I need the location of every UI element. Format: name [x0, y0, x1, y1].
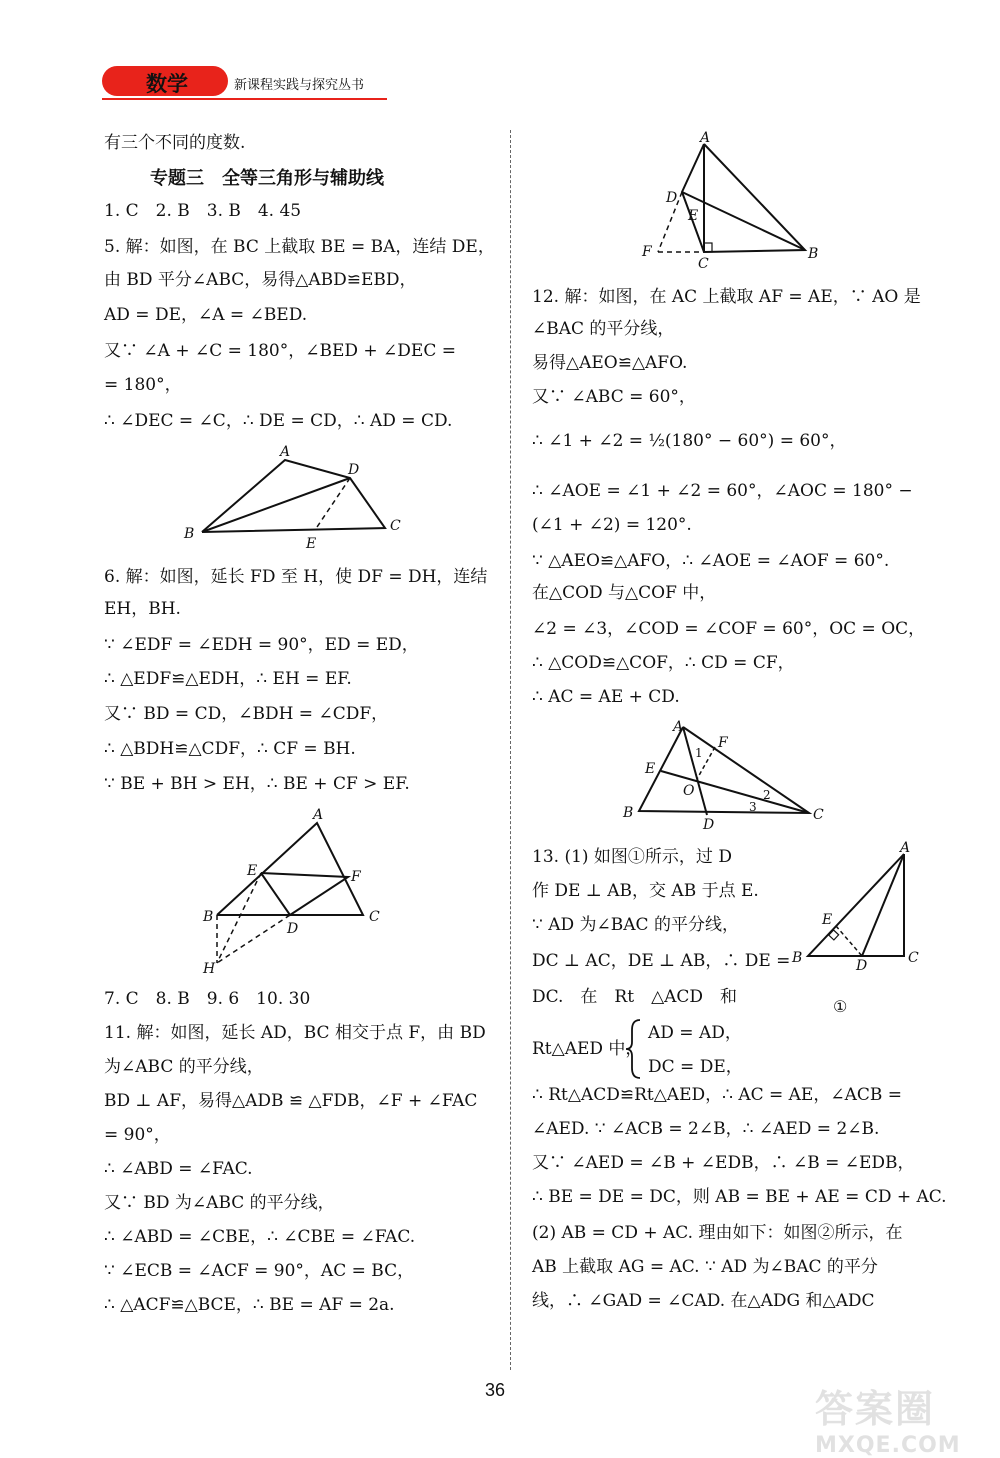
label-angle-2: 2 [763, 788, 771, 802]
segment-bd [202, 478, 350, 532]
label-angle-1: 1 [695, 746, 703, 760]
text-line: ∵ ∠ECB = ∠ACF = 90°，AC = BC， [104, 1261, 415, 1281]
column-divider [510, 130, 511, 1370]
label-e: E [822, 912, 833, 928]
text-line: 12. 解：如图，在 AC 上截取 AF = AE，∵ AO 是 [532, 287, 921, 307]
text-line: 为∠ABC 的平分线， [104, 1057, 264, 1077]
label-a: A [673, 719, 684, 735]
text-line: ∵ AD 为∠BAC 的平分线， [532, 915, 739, 935]
text-line: = 90°， [104, 1125, 171, 1145]
text-line: ∵ △AEO≌△AFO，∴ ∠AOE = ∠AOF = 60°. [532, 551, 890, 571]
text-line: ∴ Rt△ACD≌Rt△AED，∴ AC = AE，∠ACB = [532, 1085, 903, 1105]
text-line: DC ⊥ AC，DE ⊥ AB，∴ DE = [532, 951, 791, 971]
text-line: ∴ ∠ABD = ∠FAC. [104, 1159, 253, 1179]
text-line: 11. 解：如图，延长 AD，BC 相交于点 F，由 BD [104, 1023, 486, 1043]
text-line: 13. (1) 如图①所示，过 D [532, 847, 732, 867]
triangle-abc [808, 854, 904, 956]
text-line: ∴ △COD≌△COF，∴ CD = CF， [532, 653, 795, 673]
text-line: 5. 解：如图，在 BC 上截取 BE = BA，连结 DE， [104, 237, 495, 257]
page-number: 36 [485, 1380, 506, 1400]
segment-ad [862, 854, 904, 956]
text-line: 又∵ ∠AED = ∠B + ∠EDB，∴ ∠B = ∠EDB， [532, 1153, 915, 1173]
text-line: (∠1 + ∠2) = 120°. [532, 515, 692, 535]
figure-problem-6 [195, 805, 395, 985]
text-line: 又∵ BD 为∠ABC 的平分线， [104, 1193, 335, 1213]
label-b: B [792, 950, 803, 966]
label-e: E [688, 208, 699, 224]
label-h: H [203, 961, 216, 977]
label-b: B [808, 246, 819, 262]
text-line: ∴ ∠1 + ∠2 = ½(180° − 60°) = 60°， [532, 431, 847, 451]
triangle-edf [261, 873, 348, 915]
watermark [815, 1378, 990, 1458]
figure-problem-12 [615, 715, 835, 833]
text-line: 线，∴ ∠GAD = ∠CAD. 在△ADG 和△ADC [532, 1291, 875, 1311]
label-f: F [351, 869, 361, 885]
text-line: ∴ ∠DEC = ∠C，∴ DE = CD，∴ AD = CD. [104, 411, 453, 431]
text-line: 又∵ ∠ABC = 60°， [532, 387, 696, 407]
text-line: DC. 在 Rt △ACD 和 [532, 987, 738, 1007]
series-title: 新课程实践与探究丛书 [234, 78, 365, 93]
label-f: F [718, 735, 728, 751]
label-b: B [623, 805, 634, 821]
label-b: B [203, 909, 214, 925]
label-d: D [703, 817, 715, 833]
label-c: C [908, 950, 919, 966]
label-a: A [280, 444, 291, 460]
section-title: 专题三 全等三角形与辅助线 [150, 168, 384, 189]
figure-problem-13 [788, 840, 928, 1020]
label-a: A [313, 807, 324, 823]
text-line: BD ⊥ AF，易得△ADB ≌ △FDB，∠F + ∠FAC [104, 1091, 478, 1111]
text-line: ∴ △EDF≌△EDH，∴ EH = EF. [104, 669, 352, 689]
text-line: (2) AB = CD + AC. 理由如下：如图②所示，在 [532, 1223, 903, 1243]
text-line: ∴ △BDH≌△CDF，∴ CF = BH. [104, 739, 356, 759]
label-angle-3: 3 [749, 800, 757, 814]
label-d: D [287, 921, 299, 937]
text-line: 有三个不同的度数. [104, 133, 246, 153]
text-line: ∠2 = ∠3，∠COD = ∠COF = 60°，OC = OC， [532, 619, 926, 639]
figure-problem-11 [630, 132, 830, 272]
text-line: ∴ AC = AE + CD. [532, 687, 680, 707]
label-c: C [390, 518, 401, 534]
text-line: 又∵ BD = CD，∠BDH = ∠CDF， [104, 704, 389, 724]
text-line: AD = DE，∠A = ∠BED. [104, 305, 308, 325]
label-o: O [683, 783, 695, 799]
text-line: EH，BH. [104, 599, 181, 619]
watermark-en: MXQE.COM [815, 1433, 961, 1458]
text-line: 易得△AEO≌△AFO. [532, 353, 688, 373]
text-line: ∵ BE + BH > EH，∴ BE + CF > EF. [104, 774, 410, 794]
label-a: A [700, 130, 711, 146]
text-line: ∴ ∠ABD = ∠CBE，∴ ∠CBE = ∠FAC. [104, 1227, 416, 1247]
right-angle-mark [704, 243, 712, 252]
triangle-abc [217, 823, 363, 915]
segment-eh [217, 873, 261, 963]
text-line: AD = AD， [648, 1023, 742, 1043]
text-line: 1. C 2. B 3. B 4. 45 [104, 201, 302, 221]
label-c: C [813, 807, 824, 823]
triangle-abc [682, 144, 805, 252]
label-d: D [348, 462, 360, 478]
text-line: 6. 解：如图，延长 FD 至 H，使 DF = DH，连结 [104, 567, 488, 587]
watermark-cn: 答案圈 [815, 1387, 936, 1431]
text-line: 由 BD 平分∠ABC，易得△ABD≌EBD， [104, 270, 417, 290]
label-c: C [369, 909, 380, 925]
segment-de [315, 478, 350, 530]
label-b: B [184, 526, 195, 542]
label-c: C [698, 256, 709, 272]
text-line: Rt△AED 中， [532, 1039, 643, 1059]
text-line: = 180°， [104, 375, 182, 395]
header-rule [102, 98, 387, 100]
label-e: E [306, 536, 317, 552]
text-line: ∠BAC 的平分线， [532, 319, 675, 339]
label-d: D [666, 190, 678, 206]
label-d: D [856, 958, 868, 974]
text-line: 在△COD 与△COF 中， [532, 583, 717, 603]
brace-icon [626, 1018, 646, 1080]
label-e: E [247, 863, 258, 879]
label-f: F [642, 244, 652, 260]
text-line: ∴ △ACF≌△BCE，∴ BE = AF = 2a. [104, 1295, 395, 1315]
subject-badge [102, 66, 228, 96]
text-line: ∵ ∠EDF = ∠EDH = 90°，ED = ED， [104, 635, 419, 655]
label-a: A [900, 840, 911, 856]
subject-label: 数学 [146, 72, 188, 96]
text-line: 作 DE ⊥ AB，交 AB 于点 E. [532, 881, 759, 901]
text-line: 又∵ ∠A + ∠C = 180°，∠BED + ∠DEC = [104, 341, 456, 361]
figure-caption: ① [833, 997, 848, 1016]
text-line: ∠AED. ∵ ∠ACB = 2∠B，∴ ∠AED = 2∠B. [532, 1119, 880, 1139]
label-e: E [645, 761, 656, 777]
text-line: ∴ ∠AOE = ∠1 + ∠2 = 60°，∠AOC = 180° − [532, 481, 913, 501]
figure-problem-5 [180, 440, 420, 555]
text-line: AB 上截取 AG = AC. ∵ AD 为∠BAC 的平分 [532, 1257, 878, 1277]
text-line: ∴ BE = DE = DC，则 AB = BE + AE = CD + AC. [532, 1187, 947, 1207]
text-line: DC = DE， [648, 1057, 743, 1077]
segment-de [836, 926, 862, 956]
text-line: 7. C 8. B 9. 6 10. 30 [104, 989, 311, 1009]
